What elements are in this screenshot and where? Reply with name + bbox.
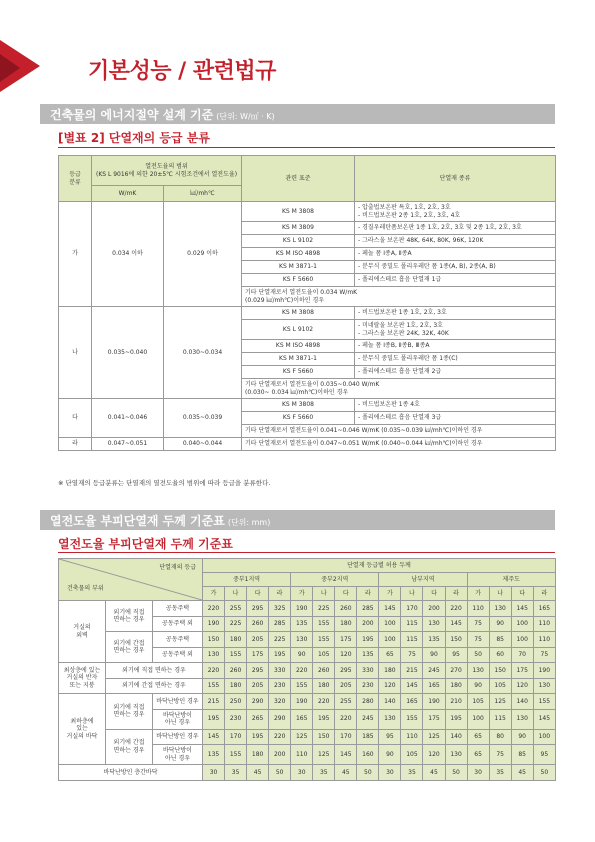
value-cell: 130 — [423, 616, 445, 632]
header-grade-letter: 다 — [247, 587, 269, 601]
kcal-cell: 0.029 이하 — [164, 202, 242, 307]
kind-cell: - 분무식 중밀도 폴리우레탄 폼 1종(A, B), 2종(A, B) — [355, 261, 556, 274]
value-cell: 95 — [445, 647, 467, 663]
table-row — [59, 307, 556, 320]
section-bar-title: 건축물의 에너지절약 설계 기준 — [50, 108, 214, 122]
value-cell: 200 — [269, 745, 291, 765]
value-cell: 65 — [379, 647, 401, 663]
value-cell: 85 — [489, 632, 511, 648]
header-grade-letter: 다 — [511, 587, 533, 601]
value-cell: 110 — [533, 632, 555, 648]
value-cell: 195 — [357, 632, 379, 648]
value-cell: 220 — [335, 709, 357, 729]
value-cell: 125 — [291, 729, 313, 745]
other-cell: 기타 단열재로서 열전도율이 0.047~0.051 W/mK (0.040~0.044 ㎉/mh℃)이하인 경우 — [242, 438, 556, 451]
other-cell: 기타 단열재로서 열전도율이 0.035~0.040 W/mK (0.030~ 0.034 ㎉/mh℃)이하인 경우 — [242, 379, 556, 399]
value-cell: 230 — [357, 678, 379, 694]
value-cell: 330 — [357, 663, 379, 679]
value-cell: 165 — [423, 678, 445, 694]
value-cell: 205 — [247, 678, 269, 694]
value-cell: 110 — [533, 616, 555, 632]
kind-cell: - 페놀 폼 Ⅰ종A, Ⅱ종A — [355, 248, 556, 261]
kcal-cell: 0.040~0.044 — [164, 438, 242, 451]
value-cell: 255 — [335, 694, 357, 710]
value-cell: 50 — [445, 765, 467, 781]
value-cell: 190 — [291, 601, 313, 617]
grade-cell: 라 — [59, 438, 92, 451]
value-cell: 130 — [379, 709, 401, 729]
value-cell: 180 — [247, 745, 269, 765]
other-cell: 기타 단열재로서 열전도율이 0.041~0.046 W/mK (0.035~0.039 ㎉/mh℃)이하인 경우 — [242, 425, 556, 438]
kind-cell: - 페놀 폼 Ⅰ종B, Ⅱ종B, Ⅲ종A — [355, 340, 556, 353]
wmk-cell: 0.047~0.051 — [92, 438, 164, 451]
value-cell: 120 — [511, 678, 533, 694]
value-cell: 30 — [291, 765, 313, 781]
value-cell: 250 — [225, 694, 247, 710]
table-row — [59, 438, 556, 451]
header-region: 중부1지역 — [203, 573, 291, 587]
value-cell: 225 — [313, 601, 335, 617]
header-wmk: W/mK — [92, 186, 164, 202]
header-grade-letter: 라 — [533, 587, 555, 601]
value-cell: 190 — [423, 694, 445, 710]
value-cell: 115 — [489, 709, 511, 729]
value-cell: 195 — [313, 709, 335, 729]
value-cell: 100 — [379, 616, 401, 632]
value-cell: 150 — [203, 632, 225, 648]
value-cell: 125 — [423, 729, 445, 745]
header-grade-letter: 나 — [313, 587, 335, 601]
value-cell: 150 — [313, 729, 335, 745]
wmk-cell: 0.034 이하 — [92, 202, 164, 307]
value-cell: 210 — [445, 694, 467, 710]
value-cell: 35 — [313, 765, 335, 781]
section-bar-unit: (단위: mm) — [227, 518, 271, 527]
cond-apt: 공동주택 — [153, 632, 203, 648]
table-row — [59, 765, 556, 781]
value-cell: 50 — [467, 647, 489, 663]
value-cell: 175 — [335, 632, 357, 648]
grade-cell: 다 — [59, 399, 92, 438]
table-header-row — [59, 156, 556, 186]
value-cell: 30 — [467, 765, 489, 781]
value-cell: 260 — [247, 616, 269, 632]
header-region: 남부지역 — [379, 573, 467, 587]
value-cell: 105 — [467, 694, 489, 710]
value-cell: 30 — [203, 765, 225, 781]
value-cell: 150 — [445, 632, 467, 648]
value-cell: 50 — [269, 765, 291, 781]
value-cell: 35 — [225, 765, 247, 781]
value-cell: 100 — [467, 709, 489, 729]
value-cell: 185 — [357, 729, 379, 745]
value-cell: 100 — [379, 632, 401, 648]
header-kcal: ㎉/mh℃ — [164, 186, 242, 202]
cond-heated: 바닥난방인 경우 — [153, 729, 203, 745]
value-cell: 175 — [247, 647, 269, 663]
subtitle-rule — [58, 552, 555, 553]
value-cell: 330 — [269, 663, 291, 679]
kind-cell: - 미네랄울 보온판 1호, 2호, 3호 - 그라스울 보온판 24K, 32K, 40K — [355, 320, 556, 340]
kind-cell: - 폴리에스테르 흡음 단열재 2급 — [355, 366, 556, 379]
value-cell: 110 — [401, 729, 423, 745]
part-outer-wall: 거실의 외벽 — [59, 601, 106, 663]
value-cell: 60 — [489, 647, 511, 663]
value-cell: 220 — [269, 729, 291, 745]
value-cell: 125 — [313, 745, 335, 765]
value-cell: 145 — [511, 601, 533, 617]
standard-cell: KS L 9102 — [242, 235, 355, 248]
cond-top-indirect: 외기에 간접 면하는 경우 — [106, 678, 203, 694]
value-cell: 75 — [489, 745, 511, 765]
value-cell: 130 — [511, 709, 533, 729]
standard-cell: KS F 5660 — [242, 274, 355, 287]
other-cell: 기타 단열재로서 열전도율이 0.034 W/mK (0.029 ㎉/mh℃)이하인 경우 — [242, 287, 556, 307]
header-grade-letter: 라 — [269, 587, 291, 601]
value-cell: 155 — [313, 632, 335, 648]
value-cell: 45 — [335, 765, 357, 781]
value-cell: 290 — [269, 709, 291, 729]
value-cell: 155 — [291, 678, 313, 694]
value-cell: 115 — [401, 632, 423, 648]
value-cell: 285 — [269, 616, 291, 632]
value-cell: 245 — [357, 709, 379, 729]
value-cell: 130 — [533, 678, 555, 694]
header-grade-letter: 라 — [445, 587, 467, 601]
section-subtitle: [별표 2] 단열재의 등급 분류 — [58, 131, 210, 145]
value-cell: 135 — [357, 647, 379, 663]
cond-top-direct: 외기에 직접 면하는 경우 — [106, 663, 203, 679]
value-cell: 205 — [335, 678, 357, 694]
value-cell: 180 — [335, 616, 357, 632]
value-cell: 195 — [445, 709, 467, 729]
value-cell: 220 — [445, 601, 467, 617]
section-subtitle: 열전도율 부피단열재 두께 기준표 — [58, 537, 233, 551]
table-row — [59, 678, 556, 694]
value-cell: 190 — [203, 616, 225, 632]
value-cell: 170 — [335, 729, 357, 745]
value-cell: 195 — [203, 709, 225, 729]
value-cell: 80 — [489, 729, 511, 745]
value-cell: 30 — [379, 765, 401, 781]
value-cell: 180 — [225, 678, 247, 694]
value-cell: 245 — [423, 663, 445, 679]
kind-cell: - 경질우레탄폼보온판 1종 1호, 2호, 3호 및 2종 1호, 2호, 3호 — [355, 222, 556, 235]
value-cell: 105 — [401, 745, 423, 765]
header-grade-letter: 다 — [423, 587, 445, 601]
value-cell: 215 — [203, 694, 225, 710]
value-cell: 230 — [269, 678, 291, 694]
value-cell: 225 — [225, 616, 247, 632]
value-cell: 35 — [489, 765, 511, 781]
value-cell: 145 — [203, 729, 225, 745]
cond-not-heated: 바닥난방이 아닌 경우 — [153, 709, 203, 729]
cond-apt: 공동주택 — [153, 601, 203, 617]
value-cell: 155 — [203, 678, 225, 694]
value-cell: 135 — [423, 632, 445, 648]
wmk-cell: 0.035~0.040 — [92, 307, 164, 399]
wmk-cell: 0.041~0.046 — [92, 399, 164, 438]
value-cell: 155 — [401, 709, 423, 729]
value-cell: 125 — [489, 694, 511, 710]
page-title: 기본성능 / 관련법규 — [88, 59, 276, 84]
value-cell: 90 — [379, 745, 401, 765]
value-cell: 65 — [467, 745, 489, 765]
value-cell: 220 — [291, 663, 313, 679]
standard-cell: KS M 3809 — [242, 222, 355, 235]
value-cell: 295 — [247, 663, 269, 679]
value-cell: 165 — [291, 709, 313, 729]
grade-cell: 나 — [59, 307, 92, 399]
value-cell: 45 — [423, 765, 445, 781]
standard-cell: KS M 3871-1 — [242, 261, 355, 274]
value-cell: 145 — [401, 678, 423, 694]
part-between-floor: 바닥난방인 층간바닥 — [59, 765, 203, 781]
value-cell: 120 — [379, 678, 401, 694]
standard-cell: KS M ISO 4898 — [242, 248, 355, 261]
value-cell: 190 — [291, 694, 313, 710]
value-cell: 115 — [401, 616, 423, 632]
value-cell: 140 — [445, 729, 467, 745]
header-grade-letter: 가 — [467, 587, 489, 601]
value-cell: 325 — [269, 601, 291, 617]
value-cell: 155 — [533, 694, 555, 710]
value-cell: 190 — [533, 663, 555, 679]
kcal-cell: 0.035~0.039 — [164, 399, 242, 438]
part-bottom-floor: 최하층에 있는 거실의 바닥 — [59, 694, 106, 765]
cond-non-apt: 공동주택 외 — [153, 647, 203, 663]
value-cell: 145 — [335, 745, 357, 765]
kcal-cell: 0.030~0.034 — [164, 307, 242, 399]
standard-cell: KS M 3808 — [242, 399, 355, 412]
header-grade-letter: 다 — [335, 587, 357, 601]
value-cell: 225 — [269, 632, 291, 648]
value-cell: 230 — [225, 709, 247, 729]
value-cell: 295 — [335, 663, 357, 679]
value-cell: 260 — [335, 601, 357, 617]
value-cell: 165 — [533, 601, 555, 617]
value-cell: 130 — [291, 632, 313, 648]
cond-direct: 외기에 직접 면하는 경우 — [106, 694, 153, 730]
cond-indirect: 외기에 간접 면하는 경우 — [106, 729, 153, 765]
value-cell: 75 — [467, 616, 489, 632]
part-top-floor: 최상층에 있는 거실의 반자 또는 지붕 — [59, 663, 106, 694]
value-cell: 140 — [379, 694, 401, 710]
value-cell: 90 — [423, 647, 445, 663]
value-cell: 150 — [489, 663, 511, 679]
table-row — [59, 632, 556, 648]
value-cell: 75 — [401, 647, 423, 663]
table-row — [59, 601, 556, 617]
value-cell: 35 — [401, 765, 423, 781]
header-grade-letter: 가 — [291, 587, 313, 601]
value-cell: 320 — [269, 694, 291, 710]
standard-cell: KS M 3871-1 — [242, 353, 355, 366]
value-cell: 220 — [203, 663, 225, 679]
standard-cell: KS M 3808 — [242, 307, 355, 320]
value-cell: 90 — [511, 729, 533, 745]
grade-cell: 가 — [59, 202, 92, 307]
header-kind: 단열재 종류 — [355, 156, 556, 202]
value-cell: 280 — [357, 694, 379, 710]
value-cell: 255 — [225, 601, 247, 617]
value-cell: 45 — [511, 765, 533, 781]
header-grade-letter: 나 — [225, 587, 247, 601]
value-cell: 265 — [247, 709, 269, 729]
value-cell: 215 — [401, 663, 423, 679]
table-header-row — [59, 559, 556, 573]
value-cell: 65 — [467, 729, 489, 745]
value-cell: 85 — [511, 745, 533, 765]
subtitle-rule — [58, 147, 555, 148]
header-grade-letter: 가 — [203, 587, 225, 601]
value-cell: 195 — [247, 729, 269, 745]
value-cell: 285 — [357, 601, 379, 617]
value-cell: 45 — [247, 765, 269, 781]
header-grade: 등급 분류 — [59, 156, 92, 202]
value-cell: 165 — [401, 694, 423, 710]
value-cell: 70 — [511, 647, 533, 663]
kind-cell: - 압출법보온판 특호, 1호, 2호, 3호 - 비드법보온판 2종 1호, 2호, 3호, 4호 — [355, 202, 556, 222]
value-cell: 90 — [467, 678, 489, 694]
header-grade-letter: 나 — [489, 587, 511, 601]
table-row — [59, 729, 556, 745]
value-cell: 145 — [445, 616, 467, 632]
value-cell: 295 — [247, 601, 269, 617]
kind-cell: - 폴리에스테르 흡음 단열재 1급 — [355, 274, 556, 287]
table-row — [59, 663, 556, 679]
header-grade-letter: 가 — [379, 587, 401, 601]
value-cell: 145 — [533, 709, 555, 729]
value-cell: 100 — [533, 729, 555, 745]
header-range: 열전도율의 범위 (KS L 9016에 의한 20±5℃ 시험조건에서 열전도율) — [92, 156, 242, 186]
value-cell: 155 — [225, 745, 247, 765]
thickness-table — [58, 558, 556, 781]
header-part-label: 건축물의 부위 — [67, 584, 104, 592]
standard-cell: KS M ISO 4898 — [242, 340, 355, 353]
insulation-grade-table — [58, 155, 556, 451]
header-grade-letter: 라 — [357, 587, 379, 601]
value-cell: 130 — [489, 601, 511, 617]
value-cell: 205 — [247, 632, 269, 648]
value-cell: 105 — [489, 678, 511, 694]
cond-heated: 바닥난방인 경우 — [153, 694, 203, 710]
value-cell: 100 — [511, 616, 533, 632]
value-cell: 50 — [533, 765, 555, 781]
value-cell: 130 — [203, 647, 225, 663]
value-cell: 130 — [445, 745, 467, 765]
value-cell: 110 — [291, 745, 313, 765]
table-note: ※ 단열재의 등급분류는 단열재의 열전도율의 범위에 따라 등급을 분류한다. — [58, 479, 271, 487]
value-cell: 135 — [203, 745, 225, 765]
table-row — [59, 202, 556, 222]
header-allowed: 단열재 등급별 허용 두께 — [203, 559, 556, 573]
value-cell: 50 — [357, 765, 379, 781]
value-cell: 260 — [313, 663, 335, 679]
value-cell: 290 — [247, 694, 269, 710]
cond-direct: 외기에 직접 면하는 경우 — [106, 601, 153, 632]
value-cell: 160 — [357, 745, 379, 765]
cond-not-heated: 바닥난방이 아닌 경우 — [153, 745, 203, 765]
value-cell: 95 — [379, 729, 401, 745]
value-cell: 170 — [401, 601, 423, 617]
value-cell: 175 — [511, 663, 533, 679]
value-cell: 95 — [533, 745, 555, 765]
kind-cell: - 분무식 중밀도 폴리우레탄 폼 1종(C) — [355, 353, 556, 366]
section-bar-title: 열전도율 부피단열재 두께 기준표 — [50, 514, 225, 528]
value-cell: 180 — [225, 632, 247, 648]
value-cell: 220 — [313, 694, 335, 710]
header-region: 제주도 — [467, 573, 555, 587]
value-cell: 105 — [313, 647, 335, 663]
value-cell: 260 — [225, 663, 247, 679]
value-cell: 145 — [379, 601, 401, 617]
value-cell: 75 — [533, 647, 555, 663]
value-cell: 195 — [269, 647, 291, 663]
kind-cell: - 그라스울 보온판 48K, 64K, 80K, 96K, 120K — [355, 235, 556, 248]
header-accent-shape-inner — [0, 54, 20, 82]
value-cell: 180 — [445, 678, 467, 694]
value-cell: 140 — [511, 694, 533, 710]
section-bar-energy — [40, 104, 555, 124]
value-cell: 170 — [225, 729, 247, 745]
kind-cell: - 비드법보온판 1종 1호, 2호, 3호 — [355, 307, 556, 320]
header-grade-label: 단열재의 등급 — [159, 564, 196, 571]
standard-cell: KS F 5660 — [242, 412, 355, 425]
value-cell: 200 — [357, 616, 379, 632]
value-cell: 180 — [313, 678, 335, 694]
cond-indirect: 외기에 간접 면하는 경우 — [106, 632, 153, 663]
value-cell: 155 — [225, 647, 247, 663]
value-cell: 90 — [291, 647, 313, 663]
standard-cell: KS F 5660 — [242, 366, 355, 379]
section-bar-unit: (단위: W/㎡ · K) — [216, 112, 275, 121]
header-region: 중부2지역 — [291, 573, 379, 587]
header-standard: 관련 표준 — [242, 156, 355, 202]
value-cell: 175 — [423, 709, 445, 729]
value-cell: 120 — [423, 745, 445, 765]
value-cell: 130 — [467, 663, 489, 679]
kind-cell: - 비드법보온판 1종 4호 — [355, 399, 556, 412]
standard-cell: KS L 9102 — [242, 320, 355, 340]
value-cell: 135 — [291, 616, 313, 632]
header-grade-letter: 나 — [401, 587, 423, 601]
cond-non-apt: 공동주택 외 — [153, 616, 203, 632]
value-cell: 200 — [423, 601, 445, 617]
value-cell: 75 — [467, 632, 489, 648]
section-bar-thickness — [40, 510, 555, 530]
table-row — [59, 399, 556, 412]
value-cell: 110 — [467, 601, 489, 617]
kind-cell: - 폴리에스테르 흡음 단열재 3급 — [355, 412, 556, 425]
value-cell: 155 — [313, 616, 335, 632]
table-row — [59, 694, 556, 710]
value-cell: 270 — [445, 663, 467, 679]
value-cell: 120 — [335, 647, 357, 663]
value-cell: 100 — [511, 632, 533, 648]
value-cell: 220 — [203, 601, 225, 617]
standard-cell: KS M 3808 — [242, 202, 355, 222]
value-cell: 90 — [489, 616, 511, 632]
diagonal-header-cell — [59, 559, 203, 601]
value-cell: 180 — [379, 663, 401, 679]
